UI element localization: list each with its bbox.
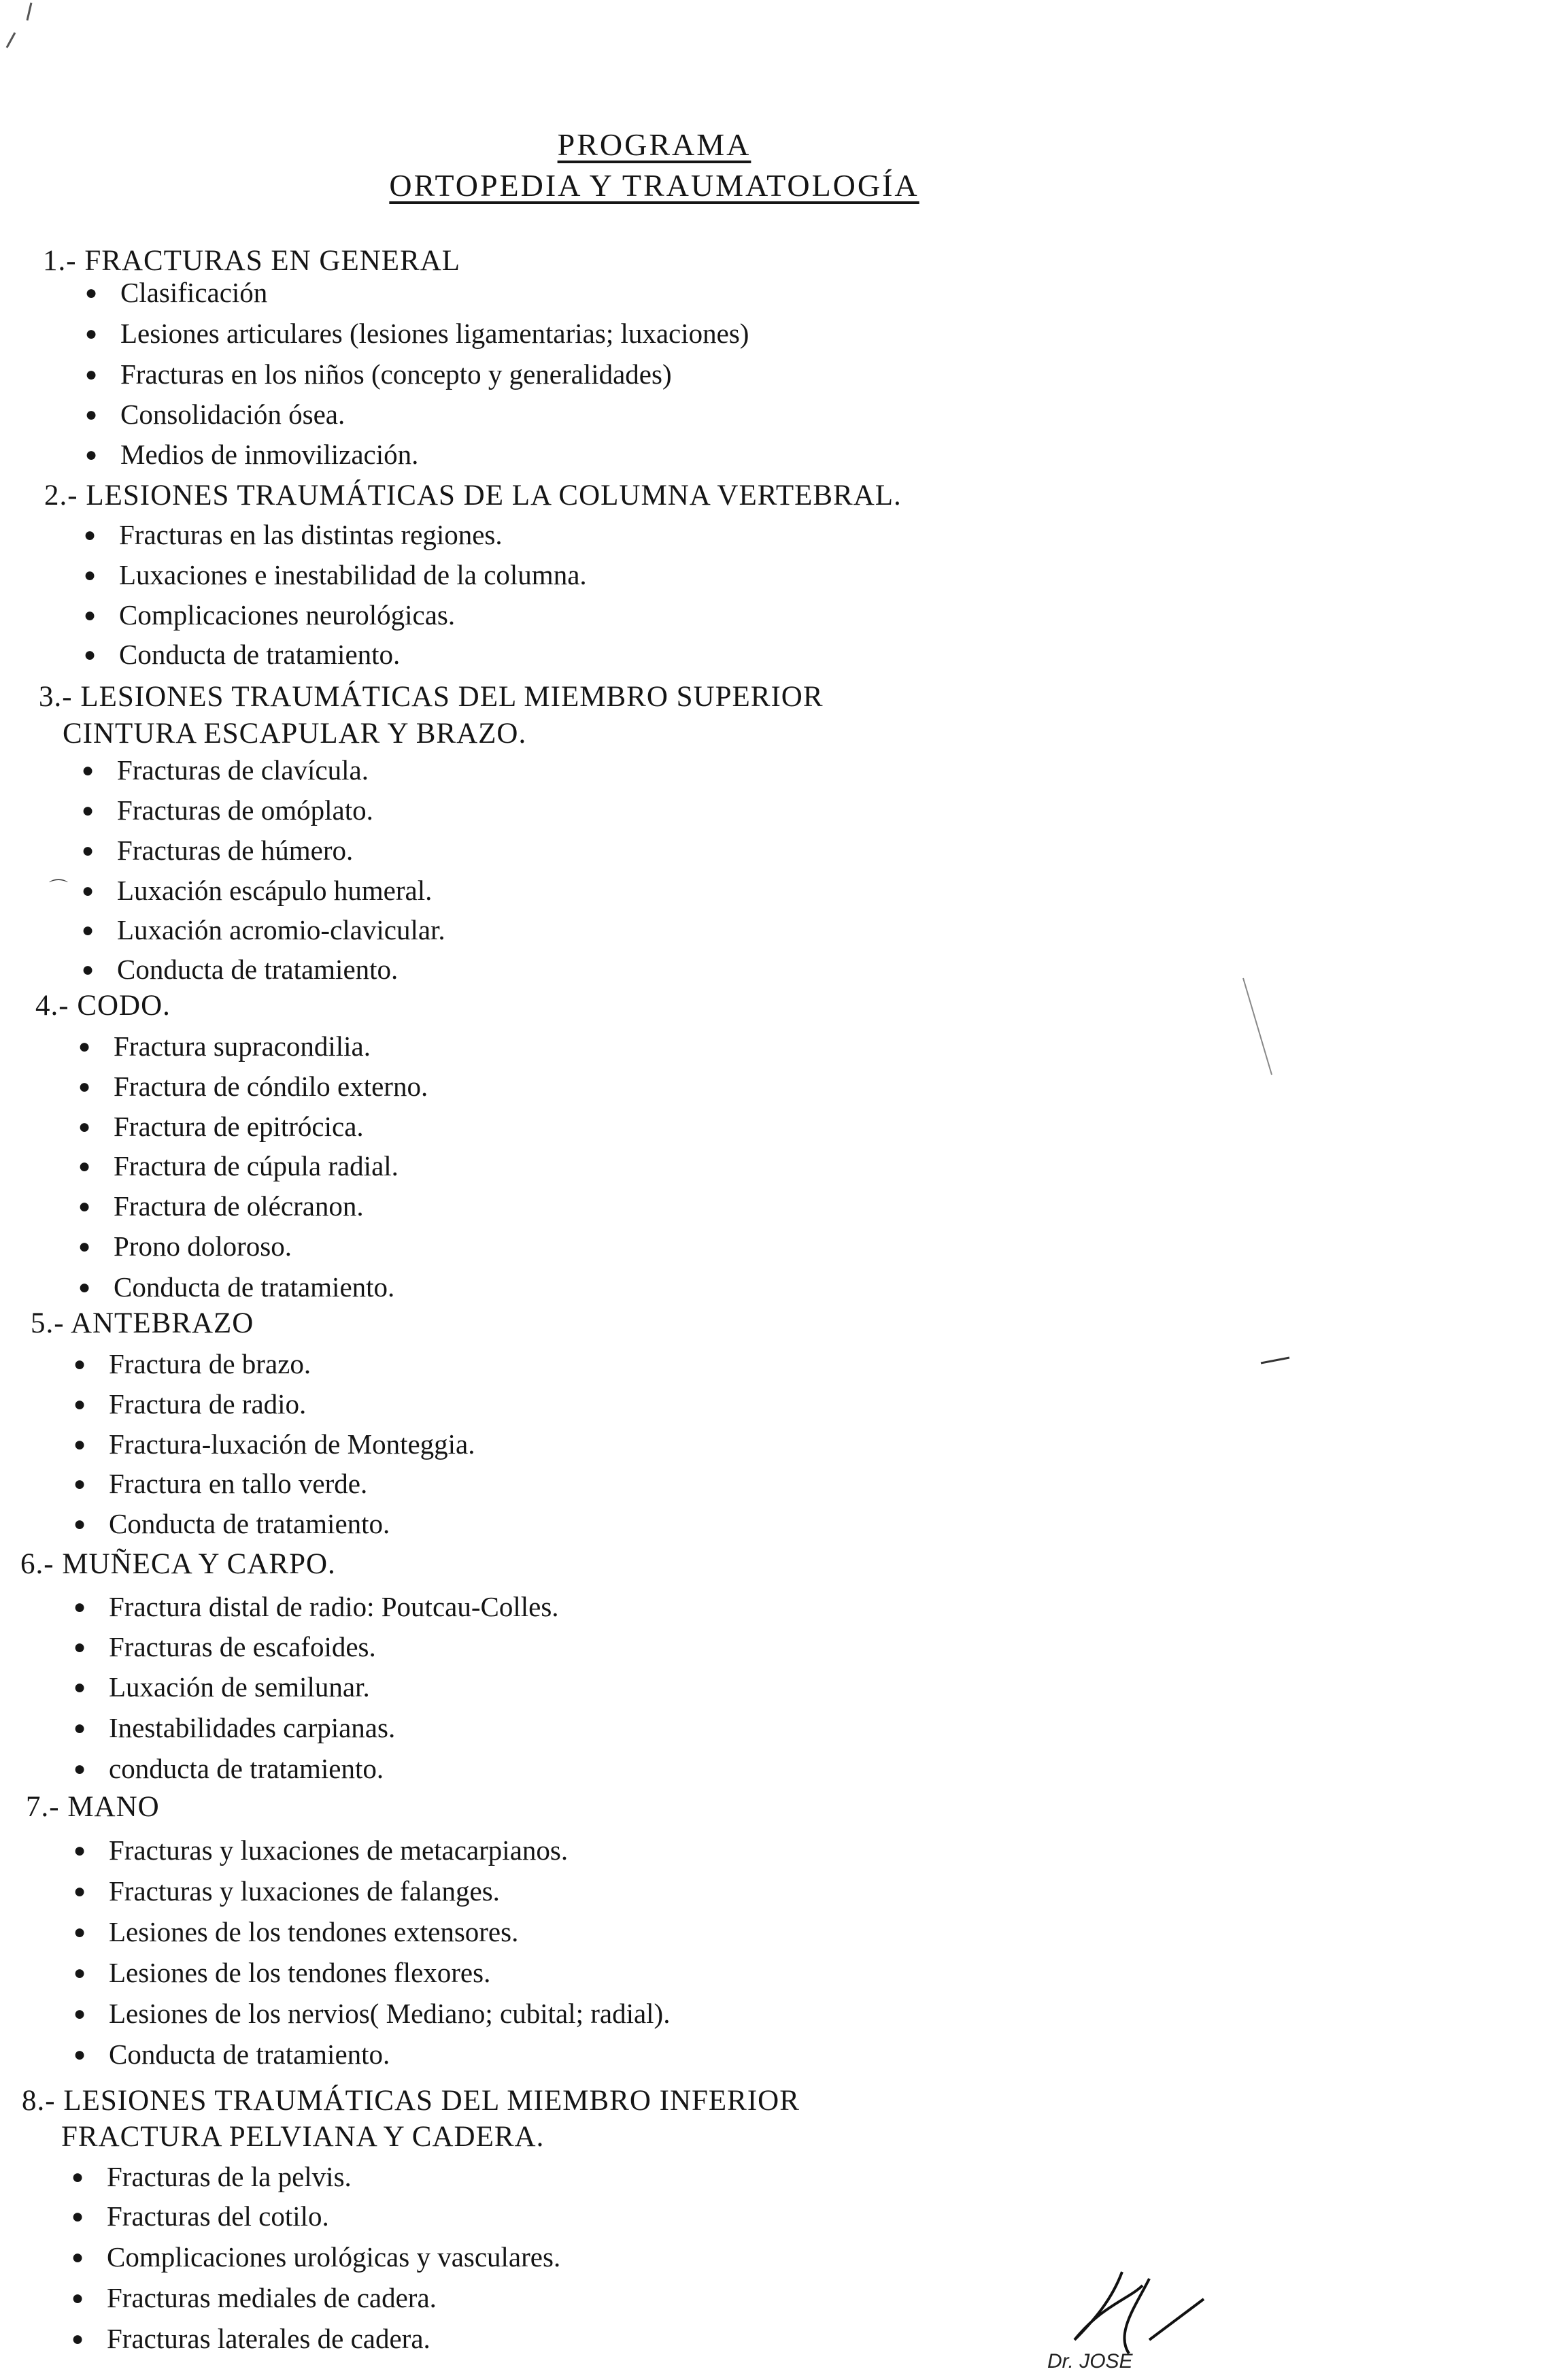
- section-subheading-3: CINTURA ESCAPULAR Y BRAZO.: [63, 718, 527, 750]
- list-item: ● Lesiones de los tendones flexores.: [73, 1957, 491, 1988]
- bullet-icon: ●: [73, 1636, 86, 1658]
- bullet-icon: ●: [73, 1676, 86, 1698]
- bullet-icon: ●: [84, 643, 97, 666]
- list-item: ● Conducta de tratamiento.: [78, 1271, 395, 1303]
- list-item: ● Fracturas de clavícula.: [82, 754, 369, 786]
- list-item: ● Fracturas de húmero.: [82, 835, 354, 866]
- bullet-icon: ●: [78, 1035, 91, 1058]
- bullet-icon: ●: [73, 1962, 86, 1984]
- list-item: ● Consolidación ósea.: [85, 399, 345, 430]
- list-item: ● Luxación escápulo humeral.: [82, 875, 433, 906]
- list-item: ● Fractura de cóndilo externo.: [78, 1071, 428, 1102]
- bullet-icon: ●: [71, 2328, 84, 2350]
- signature-name: Dr. JOSE: [1047, 2350, 1133, 2373]
- bullet-icon: ●: [85, 282, 98, 304]
- bullet-icon: ●: [82, 759, 95, 782]
- list-item: ● Fracturas laterales de cadera.: [71, 2323, 430, 2354]
- bullet-icon: ●: [82, 919, 95, 941]
- list-item: ● conducta de tratamiento.: [73, 1753, 384, 1784]
- list-item: ● Fractura de brazo.: [73, 1348, 311, 1379]
- bullet-icon: ●: [71, 2205, 84, 2228]
- bullet-icon: ●: [73, 1473, 86, 1495]
- section-heading-2: 2.- LESIONES TRAUMÁTICAS DE LA COLUMNA VERTEBRAL.: [44, 480, 902, 512]
- list-item: ● Fractura distal de radio: Poutcau-Colles.: [73, 1591, 559, 1622]
- list-item: ● Lesiones de los tendones extensores.: [73, 1916, 519, 1947]
- list-item: ● Fractura-luxación de Monteggia.: [73, 1428, 475, 1460]
- bullet-icon: ●: [78, 1276, 91, 1298]
- list-item: ● Conducta de tratamiento.: [73, 2039, 390, 2070]
- bullet-icon: ●: [73, 2002, 86, 2025]
- bullet-icon: ●: [82, 799, 95, 822]
- bullet-icon: ●: [73, 1921, 86, 1943]
- list-item: ● Fracturas de omóplato.: [82, 794, 373, 826]
- section-heading-7: 7.- MANO: [26, 1791, 160, 1823]
- list-item: ● Fracturas en las distintas regiones.: [84, 519, 503, 550]
- bullet-icon: ●: [73, 1717, 86, 1739]
- bullet-icon: ●: [78, 1235, 91, 1258]
- bullet-icon: ●: [73, 1596, 86, 1618]
- bullet-icon: ●: [78, 1075, 91, 1098]
- list-item: ● Complicaciones neurológicas.: [84, 599, 456, 631]
- stray-mark-icon: ⌒: [49, 879, 69, 900]
- bullet-icon: ●: [84, 524, 97, 546]
- list-item: ● Fractura de radio.: [73, 1388, 307, 1420]
- section-heading-6: 6.- MUÑECA Y CARPO.: [20, 1548, 336, 1580]
- bullet-icon: ●: [73, 1433, 86, 1456]
- scan-mark-icon: [0, 0, 41, 54]
- list-item: ● Clasificación: [85, 277, 268, 308]
- bullet-icon: ●: [71, 2246, 84, 2268]
- bullet-icon: ●: [78, 1155, 91, 1177]
- list-item: ● Fracturas de escafoides.: [73, 1631, 376, 1662]
- list-item: ● Conducta de tratamiento.: [82, 954, 399, 985]
- bullet-icon: ●: [85, 363, 98, 386]
- section-heading-3: 3.- LESIONES TRAUMÁTICAS DEL MIEMBRO SUPERIOR: [39, 681, 824, 713]
- section-heading-4: 4.- CODO.: [35, 990, 171, 1022]
- bullet-icon: ●: [73, 1839, 86, 1862]
- bullet-icon: ●: [78, 1116, 91, 1138]
- list-item: ● Luxación acromio-clavicular.: [82, 914, 445, 945]
- scan-mark-icon: [1238, 973, 1279, 1082]
- list-item: ● Fracturas de la pelvis.: [71, 2161, 352, 2192]
- list-item: ● Complicaciones urológicas y vasculares.: [71, 2241, 561, 2273]
- bullet-icon: ●: [85, 443, 98, 466]
- list-item: ● Medios de inmovilización.: [85, 439, 419, 470]
- bullet-icon: ●: [82, 879, 95, 902]
- page-title: PROGRAMA: [557, 127, 751, 162]
- bullet-icon: ●: [73, 1353, 86, 1375]
- section-heading-8: 8.- LESIONES TRAUMÁTICAS DEL MIEMBRO INFERIOR: [22, 2085, 800, 2117]
- list-item: ● Conducta de tratamiento.: [73, 1508, 390, 1539]
- list-item: ● Luxaciones e inestabilidad de la columna.: [84, 559, 587, 590]
- list-item: ● Fractura de epitrócica.: [78, 1111, 364, 1142]
- list-item: ● Fractura de cúpula radial.: [78, 1150, 399, 1181]
- bullet-icon: ●: [82, 958, 95, 981]
- dash-mark-icon: [1258, 1354, 1292, 1367]
- page-subtitle: ORTOPEDIA Y TRAUMATOLOGÍA: [389, 168, 919, 203]
- bullet-icon: ●: [73, 1758, 86, 1780]
- list-item: ● Lesiones articulares (lesiones ligamentarias; luxaciones): [85, 318, 749, 349]
- list-item: ● Fractura supracondilia.: [78, 1030, 371, 1062]
- list-item: ● Luxación de semilunar.: [73, 1671, 370, 1703]
- list-item: ● Fractura de olécranon.: [78, 1190, 364, 1222]
- section-subheading-8: FRACTURA PELVIANA Y CADERA.: [61, 2121, 545, 2153]
- bullet-icon: ●: [71, 2166, 84, 2188]
- bullet-icon: ●: [73, 2043, 86, 2066]
- bullet-icon: ●: [85, 403, 98, 426]
- bullet-icon: ●: [84, 604, 97, 626]
- list-item: ● Prono doloroso.: [78, 1230, 292, 1262]
- bullet-icon: ●: [85, 322, 98, 345]
- list-item: ● Inestabilidades carpianas.: [73, 1712, 396, 1743]
- list-item: ● Lesiones de los nervios( Mediano; cubital; radial).: [73, 1998, 671, 2029]
- bullet-icon: ●: [78, 1195, 91, 1218]
- bullet-icon: ●: [84, 564, 97, 586]
- bullet-icon: ●: [73, 1513, 86, 1535]
- list-item: ● Fracturas y luxaciones de metacarpianos.: [73, 1834, 569, 1866]
- bullet-icon: ●: [71, 2287, 84, 2309]
- list-item: ● Conducta de tratamiento.: [84, 639, 401, 670]
- list-item: ● Fracturas y luxaciones de falanges.: [73, 1875, 500, 1907]
- list-item: ● Fractura en tallo verde.: [73, 1468, 368, 1499]
- list-item: ● Fracturas mediales de cadera.: [71, 2282, 437, 2313]
- list-item: ● Fracturas del cotilo.: [71, 2200, 329, 2232]
- bullet-icon: ●: [73, 1880, 86, 1903]
- bullet-icon: ●: [73, 1393, 86, 1415]
- section-heading-1: 1.- FRACTURAS EN GENERAL: [43, 245, 461, 277]
- section-heading-5: 5.- ANTEBRAZO: [31, 1307, 254, 1339]
- list-item: ● Fracturas en los niños (concepto y generalidades): [85, 358, 672, 390]
- bullet-icon: ●: [82, 839, 95, 862]
